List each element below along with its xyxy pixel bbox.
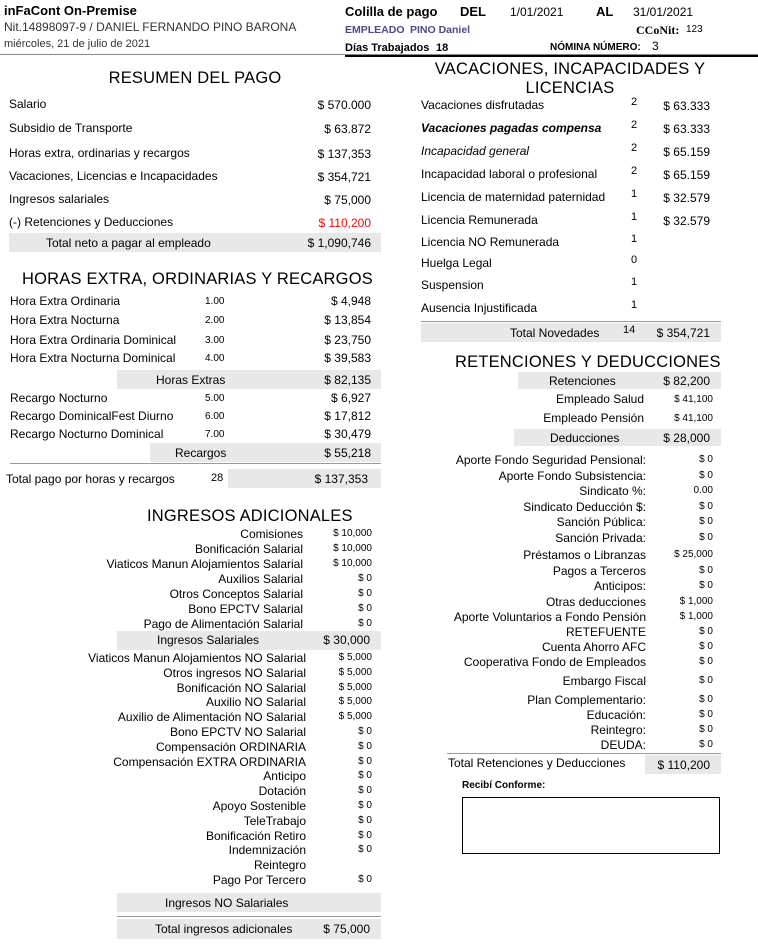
- vacaciones-row-count: 2: [631, 119, 638, 131]
- ingreso-salarial-label: Viaticos Manun Alojamientos Salarial: [106, 557, 303, 571]
- ingreso-no-salarial-value: $ 5,000: [338, 711, 372, 723]
- doc-title: Colilla de pago: [345, 4, 438, 19]
- resumen-row-label: Ingresos salariales: [9, 192, 110, 206]
- del-label: DEL: [460, 4, 486, 19]
- recargo-factor: 5.00: [205, 393, 225, 404]
- empleado-value: PINO Daniel: [410, 24, 471, 36]
- deduccion-row-value: $ 0: [699, 580, 713, 591]
- vacaciones-total-count: 14: [623, 324, 636, 336]
- horas-total-value: $ 137,353: [314, 472, 368, 486]
- deduccion-row-label: Anticipos:: [593, 579, 646, 593]
- dias-label: Días Trabajados: [345, 42, 430, 54]
- ingresos-title: INGRESOS ADICIONALES: [147, 507, 353, 525]
- horas-extra-label: Hora Extra Nocturna Dominical: [10, 351, 176, 365]
- horas-extra-value: $ 13,854: [324, 313, 371, 327]
- ingreso-no-salarial-label: Viaticos Manun Alojamientos NO Salarial: [88, 651, 306, 665]
- horas-extra-value: $ 39,583: [324, 351, 371, 365]
- ingreso-no-salarial-value: $ 0: [358, 800, 372, 811]
- header-divider: [345, 55, 758, 57]
- deduccion-row-value: $ 0: [699, 675, 713, 686]
- retenciones-total-label: Total Retenciones y Deducciones: [448, 756, 626, 770]
- ingreso-salarial-label: Bono EPCTV Salarial: [188, 602, 303, 616]
- retencion-row-label: Empleado Pensión: [543, 411, 644, 425]
- ingreso-no-salarial-label: Otros ingresos NO Salarial: [163, 665, 306, 680]
- recargo-factor: 6.00: [205, 411, 225, 422]
- recargo-value: $ 17,812: [324, 409, 371, 423]
- ingreso-salarial-label: Auxilios Salarial: [218, 572, 303, 586]
- ingreso-no-salarial-label: Pago Por Tercero: [212, 873, 306, 887]
- deduccion-row-value: $ 0: [699, 470, 713, 481]
- ingresos-total-label: Total ingresos adicionales: [155, 922, 293, 936]
- deduccion-row-label: Sindicato %:: [579, 484, 646, 498]
- vacaciones-total-label: Total Novedades: [510, 326, 600, 340]
- deduccion-row-label: Educación:: [586, 708, 646, 722]
- deduccion-row-value: $ 0: [699, 516, 713, 527]
- vacaciones-row-value: $ 63.333: [663, 122, 710, 136]
- nomina-label: NÓMINA NÚMERO:: [550, 42, 641, 53]
- deduccion-row-label: Aporte Voluntarios a Fondo Pensión: [453, 610, 646, 624]
- ingresos-total-value: $ 75,000: [323, 922, 370, 936]
- vacaciones-row-label: Suspension: [421, 278, 484, 292]
- retenciones-title: RETENCIONES Y DEDUCCIONES: [455, 353, 721, 371]
- signature-box: [462, 797, 720, 854]
- del-value: 1/01/2021: [510, 5, 564, 19]
- ingreso-no-salarial-value: $ 5,000: [338, 666, 372, 678]
- vacaciones-row-count: 2: [631, 165, 638, 177]
- horas-total-label: Total pago por horas y recargos: [6, 472, 175, 486]
- vacaciones-row-value: $ 65.159: [663, 168, 710, 182]
- ingreso-salarial-label: Pago de Alimentación Salarial: [143, 617, 303, 631]
- resumen-row-label: Salario: [9, 97, 47, 111]
- empleado-label: EMPLEADO: [345, 24, 405, 36]
- ingreso-no-salarial-value: $ 0: [358, 726, 372, 737]
- vacaciones-row-count: 1: [631, 299, 638, 311]
- al-label: AL: [596, 4, 614, 19]
- deduccion-row-label: Pagos a Terceros: [552, 564, 646, 578]
- deduccion-row-value: $ 0: [699, 501, 713, 512]
- resumen-row-value: $ 354,721: [317, 170, 371, 184]
- deduccion-row-value: $ 0: [699, 641, 713, 652]
- deduccion-row-label: Cuenta Ahorro AFC: [541, 640, 646, 654]
- ingreso-salarial-label: Otros Conceptos Salarial: [169, 587, 303, 601]
- deduccion-row-value: $ 0: [699, 454, 713, 465]
- deduccion-row-label: Embargo Fiscal: [562, 674, 646, 688]
- deduccion-row-label: Reintegro:: [590, 723, 646, 737]
- ingreso-no-salarial-value: $ 0: [358, 740, 372, 752]
- horas-total-line: [10, 463, 381, 464]
- ingreso-no-salarial-value: $ 5,000: [338, 652, 372, 663]
- retenciones-total-line: [447, 753, 721, 754]
- ingreso-no-salarial-value: $ 5,000: [338, 696, 372, 708]
- resumen-row-label: Subsidio de Transporte: [9, 121, 133, 135]
- recargo-value: $ 6,927: [330, 391, 371, 405]
- vacaciones-row-label: Huelga Legal: [421, 256, 492, 270]
- ingresos-total-line: [117, 916, 381, 917]
- deduccion-row-value: $ 0: [699, 694, 713, 705]
- ingreso-salarial-label: Bonificación Salarial: [194, 542, 303, 556]
- vacaciones-row-label: Ausencia Injustificada: [421, 301, 538, 315]
- ingreso-no-salarial-value: $ 0: [358, 770, 372, 782]
- deduccion-row-value: $ 0: [699, 565, 713, 576]
- horas-extra-factor: 4.00: [205, 353, 225, 364]
- deduccion-row-value: $ 0: [699, 709, 713, 720]
- ingreso-salarial-value: $ 0: [358, 618, 372, 629]
- ingreso-no-salarial-value: $ 5,000: [338, 681, 372, 693]
- ingreso-salarial-value: $ 0: [358, 603, 372, 614]
- ingresos-no-salariales-label: Ingresos NO Salariales: [165, 896, 289, 910]
- ingreso-no-salarial-value: $ 0: [358, 755, 372, 767]
- deduccion-row-value: $ 1,000: [679, 596, 713, 607]
- ingreso-no-salarial-label: Compensación EXTRA ORDINARIA: [113, 754, 306, 769]
- retencion-row-label: Empleado Salud: [555, 392, 644, 406]
- vacaciones-title-2: LICENCIAS: [525, 79, 615, 97]
- vacaciones-row-label: Licencia de maternidad paternidad: [421, 190, 606, 204]
- ingreso-no-salarial-label: Auxilio de Alimentación NO Salarial: [117, 710, 306, 725]
- deduccion-row-label: Aporte Fondo Seguridad Pensional:: [455, 453, 646, 467]
- deduccion-row-label: Otras deducciones: [545, 595, 646, 609]
- resumen-row-label: (-) Retenciones y Deducciones: [9, 215, 174, 229]
- vacaciones-row-count: 1: [631, 188, 638, 200]
- recargo-label: Recargo Nocturno Dominical: [10, 427, 164, 441]
- vacaciones-title-1: VACACIONES, INCAPACIDADES Y: [434, 60, 706, 78]
- deduccion-row-label: Sanción Privada:: [555, 531, 646, 545]
- ingreso-no-salarial-value: $ 0: [358, 829, 372, 841]
- ingreso-salarial-value: $ 10,000: [333, 558, 372, 569]
- vacaciones-row-label: Incapacidad laboral o profesional: [421, 167, 598, 181]
- retencion-row-value: $ 41,100: [674, 413, 713, 424]
- vacaciones-row-label: Incapacidad general: [421, 144, 530, 158]
- deducciones-value: $ 28,000: [663, 431, 710, 445]
- cconit-value: 123: [686, 24, 703, 35]
- resumen-row-label: Horas extra, ordinarias y recargos: [9, 146, 190, 160]
- horas-extra-label: Hora Extra Nocturna: [10, 313, 120, 327]
- horas-title: HORAS EXTRA, ORDINARIAS Y RECARGOS: [22, 270, 373, 288]
- deduccion-row-label: RETEFUENTE: [565, 625, 646, 639]
- ingreso-no-salarial-label: Anticipo: [263, 769, 306, 784]
- recargo-value: $ 30,479: [324, 427, 371, 441]
- vacaciones-row-value: $ 65.159: [663, 145, 710, 159]
- deduccion-row-label: Plan Complementario:: [527, 693, 646, 707]
- vacaciones-row-value: $ 32.579: [663, 191, 710, 205]
- ingreso-salarial-value: $ 0: [358, 588, 372, 599]
- retencion-row-value: $ 41,100: [674, 394, 713, 405]
- resumen-row-value: $ 137,353: [317, 147, 371, 161]
- vacaciones-row-count: 2: [631, 142, 638, 154]
- resumen-row-value: $ 75,000: [324, 193, 371, 207]
- vacaciones-row-value: $ 63.333: [663, 99, 710, 113]
- ingreso-no-salarial-label: Auxilio NO Salarial: [205, 695, 306, 710]
- ingreso-no-salarial-value: $ 0: [358, 785, 372, 797]
- ingreso-no-salarial-label: Indemnización: [228, 843, 306, 858]
- company-info: Nit.14898097-9 / DANIEL FERNANDO PINO BARONA: [4, 20, 297, 34]
- ingreso-no-salarial-label: Apoyo Sostenible: [212, 799, 306, 813]
- vacaciones-total-value: $ 354,721: [656, 326, 710, 340]
- ingresos-salariales-value: $ 30,000: [323, 633, 370, 647]
- deduccion-row-label: DEUDA:: [600, 738, 646, 752]
- deduccion-row-value: 0.00: [693, 485, 713, 496]
- deducciones-label: Deducciones: [550, 431, 620, 445]
- deduccion-row-value: $ 0: [699, 724, 713, 735]
- deduccion-row-value: $ 0: [699, 739, 713, 750]
- retenciones-value: $ 82,200: [663, 374, 710, 388]
- cconit-label: CCoNit:: [636, 23, 680, 37]
- deduccion-row-value: $ 0: [699, 532, 713, 543]
- horas-extras-total-value: $ 82,135: [324, 373, 371, 387]
- horas-extra-factor: 1.00: [205, 296, 225, 307]
- resumen-row-label: Vacaciones, Licencias e Incapacidades: [9, 169, 218, 183]
- recargo-label: Recargo Nocturno: [10, 391, 108, 405]
- ingreso-no-salarial-label: Bonificación Retiro: [205, 828, 306, 843]
- resumen-row-value: $ 63.872: [324, 122, 371, 136]
- deduccion-row-label: Sindicato Deducción $:: [523, 500, 646, 514]
- ingreso-no-salarial-label: Dotación: [258, 784, 306, 799]
- vacaciones-total-line: [421, 321, 721, 322]
- ingreso-salarial-value: $ 0: [358, 573, 372, 584]
- recargo-label: Recargo DominicalFest Diurno: [10, 409, 174, 423]
- deduccion-row-label: Cooperativa Fondo de Empleados: [463, 655, 646, 669]
- ingreso-no-salarial-label: Bono EPCTV NO Salarial: [169, 725, 306, 739]
- vacaciones-row-count: 1: [631, 211, 638, 223]
- resumen-total-label: Total neto a pagar al empleado: [46, 236, 211, 250]
- app-title: inFaCont On-Premise: [4, 3, 137, 18]
- ingreso-no-salarial-value: $ 0: [358, 844, 372, 856]
- horas-extras-total-label: Horas Extras: [156, 373, 226, 387]
- horas-extra-factor: 3.00: [205, 335, 225, 346]
- vacaciones-row-label: Licencia Remunerada: [421, 213, 538, 227]
- signature-label: Recibí Conforme:: [462, 780, 546, 791]
- deduccion-row-label: Préstamos o Libranzas: [523, 548, 646, 562]
- vacaciones-row-label: Vacaciones pagadas compensa: [421, 121, 602, 135]
- ingreso-no-salarial-value: $ 0: [358, 874, 372, 885]
- ingreso-salarial-value: $ 10,000: [333, 528, 372, 539]
- vacaciones-row-label: Licencia NO Remunerada: [421, 235, 560, 249]
- horas-extra-value: $ 23,750: [324, 333, 371, 347]
- resumen-title: RESUMEN DEL PAGO: [108, 69, 282, 87]
- vacaciones-row-label: Vacaciones disfrutadas: [421, 98, 545, 112]
- horas-extra-label: Hora Extra Ordinaria: [10, 294, 121, 308]
- ingreso-no-salarial-value: $ 0: [358, 814, 372, 826]
- al-value: 31/01/2021: [633, 5, 694, 19]
- ingreso-no-salarial-label: TeleTrabajo: [243, 813, 306, 828]
- resumen-total-value: $ 1,090,746: [307, 236, 371, 250]
- recargos-total-label: Recargos: [175, 446, 227, 460]
- nomina-value: 3: [652, 39, 659, 53]
- deduccion-row-label: Sanción Pública:: [556, 515, 646, 529]
- deduccion-row-value: $ 0: [699, 626, 713, 637]
- ingreso-no-salarial-label: Compensación ORDINARIA: [155, 739, 306, 754]
- vacaciones-row-count: 0: [631, 254, 638, 266]
- ingresos-salariales-label: Ingresos Salariales: [157, 633, 260, 647]
- ingreso-salarial-label: Comisiones: [240, 527, 303, 541]
- horas-extra-factor: 2.00: [205, 315, 225, 326]
- horas-extra-value: $ 4,948: [330, 294, 371, 308]
- resumen-row-value: $ 110,200: [318, 216, 371, 230]
- retenciones-label: Retenciones: [549, 374, 616, 388]
- deduccion-row-value: $ 0: [699, 656, 713, 667]
- dias-value: 18: [436, 42, 449, 54]
- retenciones-total-value: $ 110,200: [657, 758, 710, 772]
- vacaciones-row-count: 1: [631, 276, 638, 288]
- horas-extra-label: Hora Extra Ordinaria Dominical: [10, 333, 177, 347]
- vacaciones-row-count: 1: [631, 233, 638, 245]
- recargos-total-value: $ 55,218: [324, 446, 371, 460]
- ingreso-no-salarial-label: Reintegro: [253, 858, 306, 873]
- resumen-row-value: $ 570.000: [317, 98, 371, 112]
- deduccion-row-value: $ 1,000: [679, 611, 713, 622]
- recargo-factor: 7.00: [205, 429, 225, 440]
- ingreso-salarial-value: $ 10,000: [333, 543, 372, 554]
- deduccion-row-label: Aporte Fondo Subsistencia:: [498, 469, 646, 483]
- ingreso-no-salarial-label: Bonificación NO Salarial: [176, 680, 306, 695]
- vacaciones-row-value: $ 32.579: [663, 214, 710, 228]
- vacaciones-row-count: 2: [631, 96, 638, 108]
- horas-total-count: 28: [211, 472, 224, 484]
- print-date: miércoles, 21 de julio de 2021: [4, 38, 151, 50]
- deduccion-row-value: $ 25,000: [674, 549, 713, 560]
